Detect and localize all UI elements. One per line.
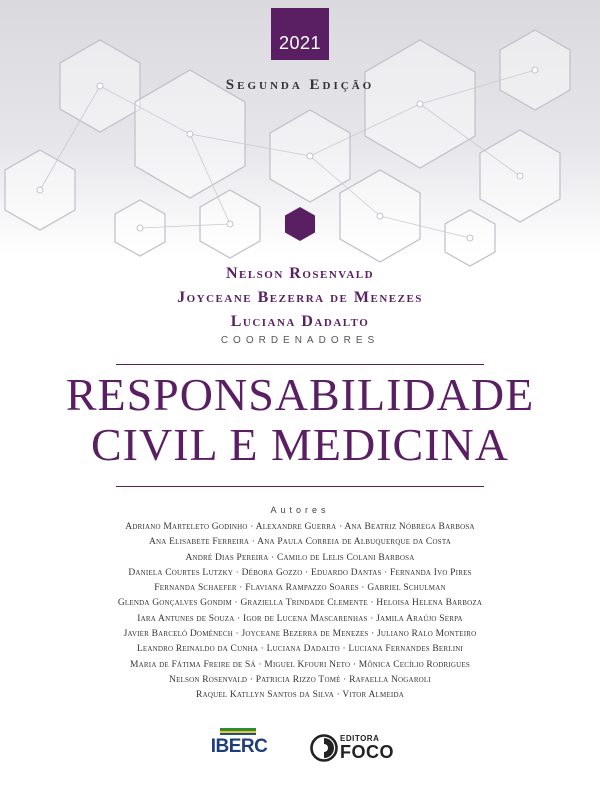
coordinators-block [0, 262, 600, 346]
author-line: Raquel Katllyn Santos da Silva · Vitor Almeida [196, 690, 404, 701]
year-badge [271, 8, 329, 60]
editora-foco-logo [310, 732, 400, 766]
foco-logo-small-text: EDITORA [340, 734, 380, 743]
author-line: Adriano Marteleto Godinho · Alexandre Guerra · Ana Beatriz Nóbrega Barbosa [125, 522, 475, 532]
author-line: Daniela Courtes Lutzky · Débora Gozzo · Eduardo Dantas · Fernanda Ivo Pires [128, 567, 472, 578]
authors-list [20, 520, 580, 704]
coordinators-role-label: COORDENADORES [220, 335, 380, 346]
author-line: Maria de Fátima Freire de Sá · Miguel Kfouri Neto · Mônica Cecílio Rodrigues [130, 659, 470, 670]
publisher-logos [0, 728, 600, 768]
book-title [0, 370, 600, 470]
author-line: André Dias Pereira · Camilo de Lelis Colani Barbosa [185, 552, 415, 563]
title-line: RESPONSABILIDADE [65, 369, 535, 420]
iberc-logo [206, 728, 272, 766]
divider-top [116, 364, 484, 365]
author-line: Javier Barceló Doménech · Joyceane Bezerra de Menezes · Juliano Ralo Monteiro [123, 629, 477, 640]
coordinator-name: Luciana Dadalto [230, 313, 370, 330]
authors-label: Autores [270, 505, 330, 515]
flag-stripes-icon [220, 728, 256, 735]
iberc-logo-text: IBERC [210, 736, 268, 757]
year-text: 2021 [278, 33, 322, 53]
foco-mark-icon [310, 734, 338, 762]
edition-label: Segunda Edição [225, 77, 375, 93]
author-line: Leandro Reinaldo da Cunha · Luciana Dadalto · Luciana Fernandes Berlini [136, 644, 464, 655]
author-line: Nelson Rosenvald · Patricia Rizzo Tomé · Rafaella Nogaroli [169, 674, 431, 685]
coordinator-name: Nelson Rosenvald [225, 265, 375, 282]
purple-hexagon-icon [284, 206, 316, 242]
title-line: CIVIL E MEDICINA [90, 419, 509, 470]
author-line: Ana Elisabete Ferreira · Ana Paula Correia de Albuquerque da Costa [148, 537, 451, 548]
author-line: Iara Antunes de Souza · Igor de Lucena Mascarenhas · Jamila Araújo Serpa [137, 613, 463, 624]
coordinator-name: Joyceane Bezerra de Menezes [177, 289, 423, 306]
author-line: Fernanda Schaefer · Flaviana Rampazzo Soares · Gabriel Schulman [154, 583, 446, 594]
author-line: Glenda Gonçalves Gondim · Graziella Trindade Clemente · Heloisa Helena Barboza [117, 598, 483, 609]
foco-logo-big-text: FOCO [340, 742, 394, 762]
divider-bottom [116, 486, 484, 487]
